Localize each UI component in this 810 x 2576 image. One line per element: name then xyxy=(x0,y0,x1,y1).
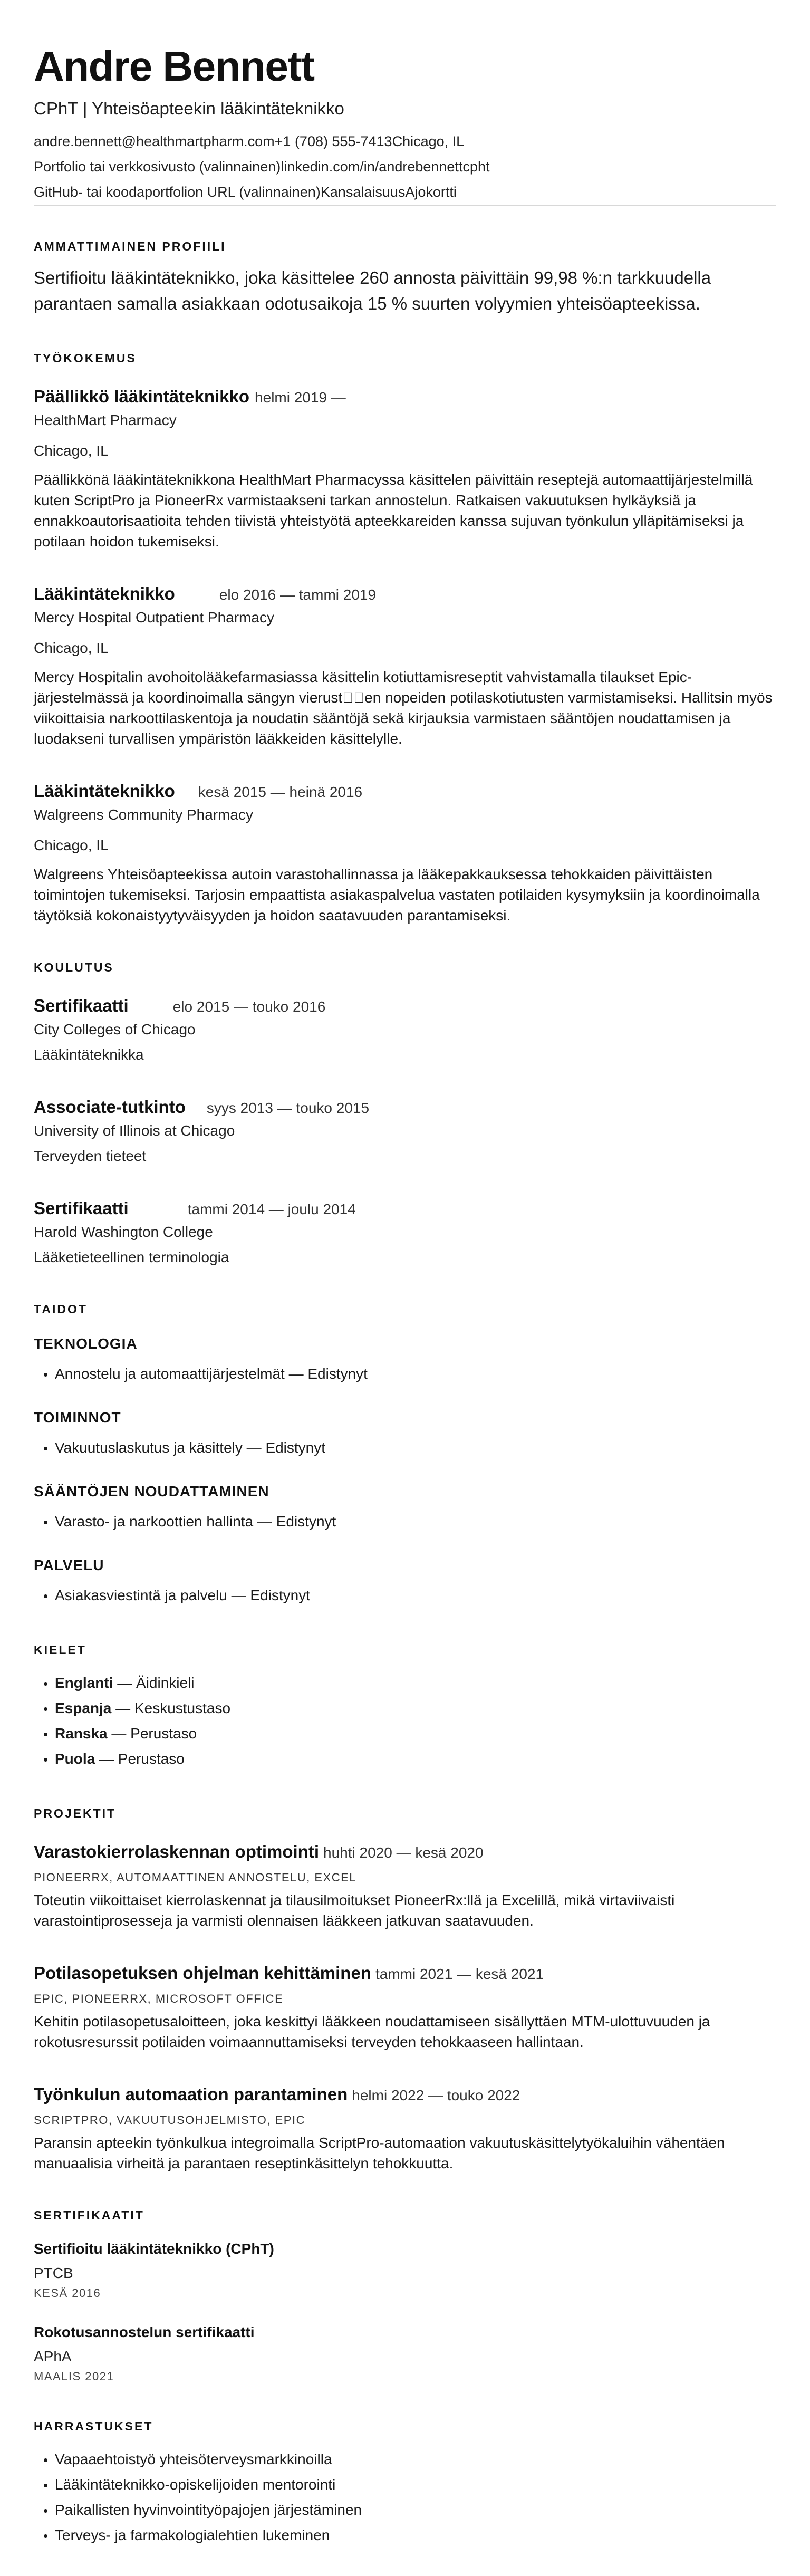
skill-item: • Varasto- ja narkoottien hallinta — Edistynyt xyxy=(55,1509,776,1534)
skill-category: PALVELU xyxy=(34,1557,104,1573)
job-dates: elo 2016 — tammi 2019 xyxy=(219,587,377,603)
job-title: Lääkintäteknikko xyxy=(34,781,175,801)
experience-entry xyxy=(34,582,776,749)
certification-issuer: PTCB xyxy=(34,2265,73,2281)
degree-title: Sertifikaatti xyxy=(34,1198,129,1218)
project-dates: huhti 2020 — kesä 2020 xyxy=(323,1844,484,1861)
hobby-item: • Terveys- ja farmakologialehtien lukeminen xyxy=(55,2523,776,2548)
contact-line-github-citizenship-license: GitHub- tai koodaportfolion URL (valinnainen)KansalaisuusAjokortti xyxy=(34,184,457,200)
contact-line-portfolio-linkedin: Portfolio tai verkkosivusto (valinnainen)linkedin.com/in/andrebennettcpht xyxy=(34,159,490,175)
experience-entry xyxy=(34,385,776,552)
job-description: Walgreens Yhteisöapteekissa autoin varastohallinnassa ja lääkepakkauksessa tehokkaiden päivittäisten toimintojen tukemiseksi. Tarjosin empaattista asiakaspalvelua vastaten potilaiden kysymyksiin ja koordinoimalla täytöksiä kokonaistyytyväisyyden ja hoidon saatavuuden parantamiseksi. xyxy=(34,866,760,924)
field-of-study: Lääkintäteknikka xyxy=(34,1046,144,1063)
certification-name: Sertifioitu lääkintäteknikko (CPhT) xyxy=(34,2241,274,2257)
profile-section xyxy=(34,238,776,316)
project-entry xyxy=(34,2083,776,2174)
language-name: Englanti xyxy=(55,1675,113,1691)
skill-list xyxy=(34,1361,776,1387)
project-entry xyxy=(34,1840,776,1931)
project-technologies: PIONEERRX, AUTOMAATTINEN ANNOSTELU, EXCEL xyxy=(34,1871,357,1884)
language-item xyxy=(55,1670,776,1696)
education-entry xyxy=(34,1197,776,1267)
job-dates: helmi 2019 — xyxy=(255,389,346,406)
project-dates: helmi 2022 — touko 2022 xyxy=(352,2087,520,2103)
degree-title: Sertifikaatti xyxy=(34,996,129,1015)
certifications-section-title: SERTIFIKAATIT xyxy=(34,2208,144,2222)
degree-title: Associate-tutkinto xyxy=(34,1097,186,1117)
profile-summary: Sertifioitu lääkintäteknikko, joka käsittelee 260 annosta päivittäin 99,98 %:n tarkkuudella parantaen samalla asiakkaan odotusaikoja 15 % suurten volyymien yhteisöapteekissa. xyxy=(34,268,711,313)
experience-section-title: TYÖKOKEMUS xyxy=(34,351,137,365)
certifications-section xyxy=(34,2207,776,2385)
language-item xyxy=(55,1721,776,1746)
education-section xyxy=(34,959,776,1267)
project-technologies: EPIC, PIONEERRX, MICROSOFT OFFICE xyxy=(34,1992,284,2005)
job-dates: kesä 2015 — heinä 2016 xyxy=(198,784,363,800)
field-of-study: Lääketieteellinen terminologia xyxy=(34,1249,229,1265)
skill-item: • Vakuutuslaskutus ja käsittely — Edistynyt xyxy=(55,1435,776,1460)
candidate-name: Andre Bennett xyxy=(34,43,314,90)
language-item xyxy=(55,1746,776,1772)
project-description: Toteutin viikoittaiset kierrolaskennat ja tilausilmoitukset PioneerRx:llä ja Excelillä, mikä virtaviivaisti varastointiprosesseja ja varmisti olennaisen lääkkeen jatkuvan saatavuuden. xyxy=(34,1892,675,1929)
skill-category: SÄÄNTÖJEN NOUDATTAMINEN xyxy=(34,1483,269,1500)
project-entry xyxy=(34,1962,776,2052)
project-title: Työnkulun automaation parantaminen xyxy=(34,2084,348,2104)
language-level: — Keskustustaso xyxy=(111,1700,231,1716)
certification-issuer: APhA xyxy=(34,2348,72,2364)
institution-name: Harold Washington College xyxy=(34,1224,213,1240)
language-name: Ranska xyxy=(55,1725,108,1742)
education-entry xyxy=(34,994,776,1065)
education-dates: tammi 2014 — joulu 2014 xyxy=(187,1201,356,1217)
institution-name: University of Illinois at Chicago xyxy=(34,1122,235,1139)
skill-list xyxy=(34,1583,776,1608)
certification-date: MAALIS 2021 xyxy=(34,2370,114,2383)
certification-date: KESÄ 2016 xyxy=(34,2286,101,2300)
job-title: Päällikkö lääkintäteknikko xyxy=(34,387,250,406)
field-of-study: Terveyden tieteet xyxy=(34,1148,147,1164)
experience-entry xyxy=(34,780,776,926)
experience-section xyxy=(34,350,776,926)
job-location: Chicago, IL xyxy=(34,443,109,459)
profile-section-title: AMMATTIMAINEN PROFIILI xyxy=(34,239,226,253)
header-divider xyxy=(34,205,776,206)
hobby-item: • Paikallisten hyvinvointityöpajojen järjestäminen xyxy=(55,2497,776,2523)
job-title: Lääkintäteknikko xyxy=(34,584,175,603)
project-description: Kehitin potilasopetusaloitteen, joka keskittyi lääkkeen noudattamiseen sisällyttäen MTM-ulottuvuuden ja rokotusresurssit potilaiden voimaannuttamiseksi terveyden tehokkaaseen hallintaan. xyxy=(34,2013,710,2050)
employer-name: Mercy Hospital Outpatient Pharmacy xyxy=(34,609,274,626)
projects-section-title: PROJEKTIT xyxy=(34,1806,117,1820)
project-title: Varastokierrolaskennan optimointi xyxy=(34,1842,319,1861)
job-location: Chicago, IL xyxy=(34,640,109,656)
employer-name: Walgreens Community Pharmacy xyxy=(34,806,253,823)
skill-item: • Asiakasviestintä ja palvelu — Edistynyt xyxy=(55,1583,776,1608)
projects-section xyxy=(34,1805,776,2174)
language-name: Puola xyxy=(55,1751,95,1767)
job-description: Mercy Hospitalin avohoitolääkefarmasiassa käsittelin kotiuttamisreseptit vahvistamalla tilaukset Epic-järjestelmässä ja koordinoimalla sängyn vierust  en nopeiden potilaskotiutusten varmistamiseksi. Hallitsin myös viikoittaisia narkoottilaskentoja ja noudatin sääntöjä sekä kirjauksia varmistaen sääntöjen noudattamisen ja luodakseni turvallisen ympäristön lääkkeiden käsittelylle. xyxy=(34,669,773,747)
employer-name: HealthMart Pharmacy xyxy=(34,412,177,428)
job-location: Chicago, IL xyxy=(34,837,109,853)
skill-category: TEKNOLOGIA xyxy=(34,1335,138,1352)
education-entry xyxy=(34,1095,776,1166)
project-description: Paransin apteekin työnkulkua integroimalla ScriptPro-automaation vakuutuskäsittelytyökaluihin vähentäen manuaalisia virheitä ja parantaen reseptinkäsittelyn tehokkuutta. xyxy=(34,2135,725,2171)
project-title: Potilasopetuksen ohjelman kehittäminen xyxy=(34,1963,371,1983)
institution-name: City Colleges of Chicago xyxy=(34,1021,196,1037)
certification-name: Rokotusannostelun sertifikaatti xyxy=(34,2324,255,2340)
languages-section xyxy=(34,1642,776,1772)
language-level: — Perustaso xyxy=(107,1725,197,1742)
skill-category: TOIMINNOT xyxy=(34,1409,121,1426)
candidate-subtitle: CPhT | Yhteisöapteekin lääkintäteknikko xyxy=(34,99,344,118)
language-list xyxy=(34,1670,776,1772)
contact-line-email-phone-location: andre.bennett@healthmartpharm.com+1 (708) 555-7413Chicago, IL xyxy=(34,133,465,149)
language-name: Espanja xyxy=(55,1700,112,1716)
project-technologies: SCRIPTPRO, VAKUUTUSOHJELMISTO, EPIC xyxy=(34,2113,305,2127)
skills-section xyxy=(34,1301,776,1608)
skill-item: • Annostelu ja automaattijärjestelmät — Edistynyt xyxy=(55,1361,776,1387)
education-dates: elo 2015 — touko 2016 xyxy=(172,998,326,1015)
certification-entry xyxy=(34,2322,776,2385)
hobby-list xyxy=(34,2447,776,2548)
languages-section-title: KIELET xyxy=(34,1643,86,1657)
education-section-title: KOULUTUS xyxy=(34,960,114,974)
hobby-item: • Vapaaehtoistyö yhteisöterveysmarkkinoilla xyxy=(55,2447,776,2472)
job-description: Päällikkönä lääkintäteknikkona HealthMart Pharmacyssa käsittelen päivittäin reseptejä automaattijärjestelmillä kuten ScriptPro ja PioneerRx varmistaakseni tarkan annostelun. Ratkaisen vakuutuksen hylkäyksiä ja ennakkoautorisaatioita tehden tiivistä yhteistyötä apteekkareiden kanssa sujuvan työnkulun ylläpitämiseksi ja potilaan hoidon tukemiseksi. xyxy=(34,472,753,550)
hobbies-section-title: HARRASTUKSET xyxy=(34,2419,153,2433)
education-dates: syys 2013 — touko 2015 xyxy=(206,1100,370,1116)
skills-section-title: TAIDOT xyxy=(34,1302,88,1316)
language-level: — Äidinkieli xyxy=(113,1675,195,1691)
project-dates: tammi 2021 — kesä 2021 xyxy=(375,1966,544,1982)
language-level: — Perustaso xyxy=(95,1751,185,1767)
hobby-item: • Lääkintäteknikko-opiskelijoiden mentorointi xyxy=(55,2472,776,2497)
skill-list xyxy=(34,1435,776,1460)
language-item xyxy=(55,1696,776,1721)
hobbies-section xyxy=(34,2418,776,2548)
skill-list xyxy=(34,1509,776,1534)
certification-entry xyxy=(34,2239,776,2301)
